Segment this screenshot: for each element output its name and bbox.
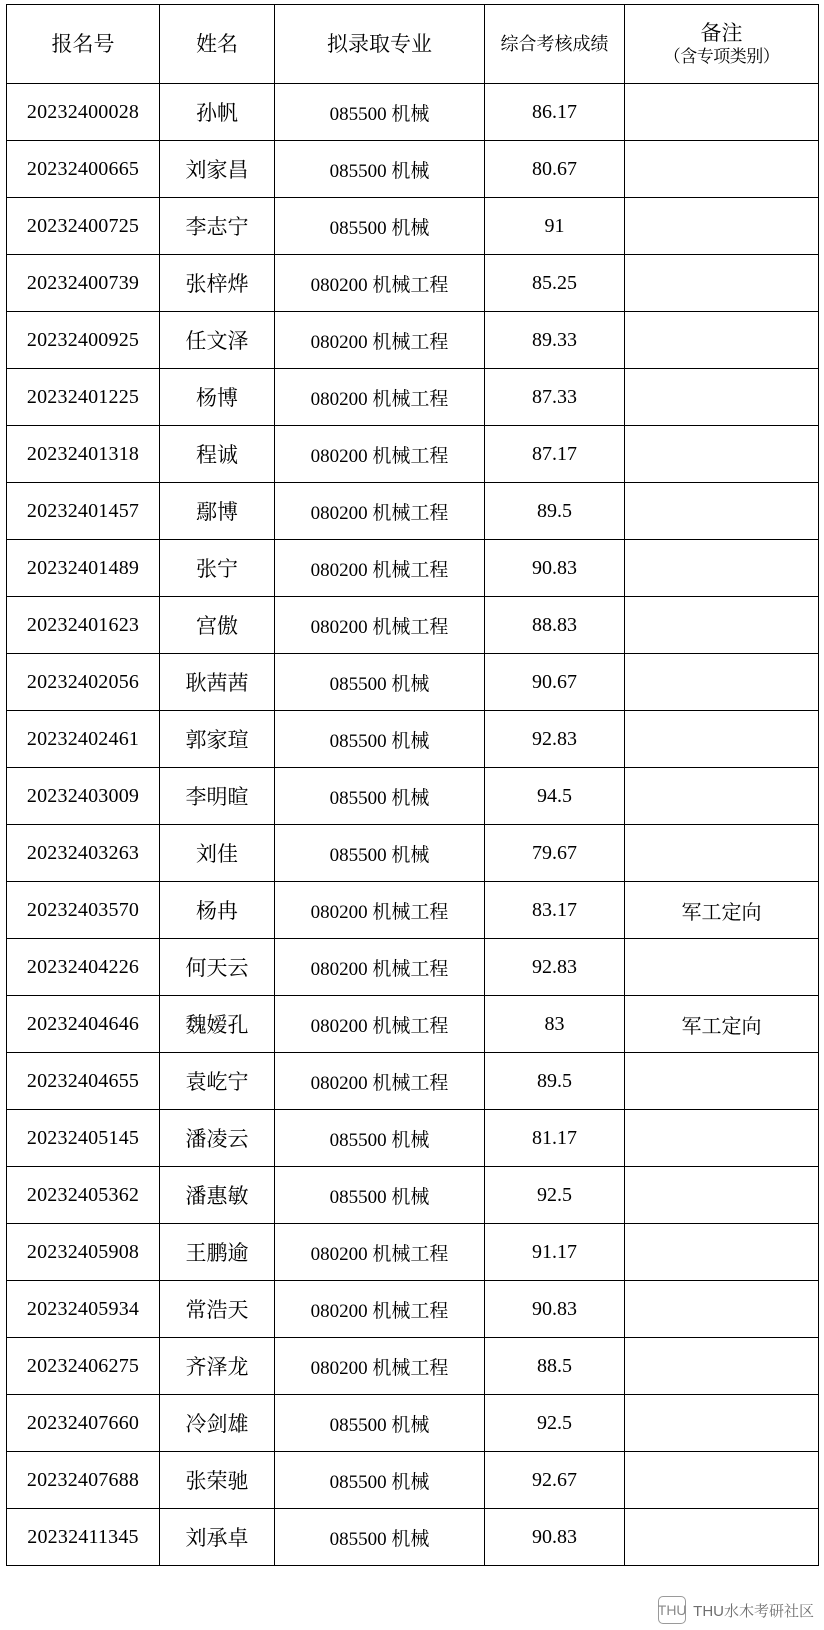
cell-applicant-name: 孙帆: [160, 84, 275, 141]
cell-note: [625, 1110, 819, 1167]
table-header-row: [7, 5, 819, 84]
cell-major: 085500 机械: [275, 825, 485, 882]
cell-major: 085500 机械: [275, 84, 485, 141]
cell-applicant-id: 20232406275: [7, 1338, 160, 1395]
table-row: [7, 426, 819, 483]
cell-applicant-name: 张梓烨: [160, 255, 275, 312]
cell-score: 87.33: [485, 369, 625, 426]
cell-score: 89.5: [485, 483, 625, 540]
cell-applicant-name: 张荣驰: [160, 1452, 275, 1509]
table-row: [7, 996, 819, 1053]
cell-score: 85.25: [485, 255, 625, 312]
cell-note: [625, 1281, 819, 1338]
cell-applicant-name: 杨冉: [160, 882, 275, 939]
watermark: [658, 1596, 814, 1624]
cell-applicant-id: 20232403570: [7, 882, 160, 939]
cell-applicant-name: 耿茜茜: [160, 654, 275, 711]
cell-applicant-name: 何天云: [160, 939, 275, 996]
cell-major: 085500 机械: [275, 198, 485, 255]
cell-major: 080200 机械工程: [275, 255, 485, 312]
cell-applicant-id: 20232401457: [7, 483, 160, 540]
cell-applicant-id: 20232400665: [7, 141, 160, 198]
cell-score: 92.5: [485, 1167, 625, 1224]
table-row: [7, 1395, 819, 1452]
cell-applicant-name: 程诚: [160, 426, 275, 483]
cell-major: 080200 机械工程: [275, 369, 485, 426]
cell-note: [625, 255, 819, 312]
cell-major: 085500 机械: [275, 1395, 485, 1452]
cell-applicant-name: 刘承卓: [160, 1509, 275, 1566]
table-row: [7, 654, 819, 711]
cell-note: [625, 1167, 819, 1224]
cell-score: 83: [485, 996, 625, 1053]
cell-note: [625, 1224, 819, 1281]
cell-score: 90.83: [485, 1281, 625, 1338]
cell-major: 080200 机械工程: [275, 1281, 485, 1338]
cell-applicant-name: 张宁: [160, 540, 275, 597]
cell-note: [625, 483, 819, 540]
cell-note: [625, 1338, 819, 1395]
cell-note: [625, 426, 819, 483]
cell-score: 90.83: [485, 540, 625, 597]
cell-score: 89.5: [485, 1053, 625, 1110]
cell-major: 080200 机械工程: [275, 1338, 485, 1395]
table-row: [7, 540, 819, 597]
cell-score: 90.67: [485, 654, 625, 711]
cell-note: [625, 1452, 819, 1509]
cell-applicant-name: 齐泽龙: [160, 1338, 275, 1395]
table-row: [7, 1452, 819, 1509]
cell-note: [625, 198, 819, 255]
cell-note: [625, 1509, 819, 1566]
cell-note: [625, 768, 819, 825]
cell-applicant-name: 李志宁: [160, 198, 275, 255]
cell-score: 88.5: [485, 1338, 625, 1395]
column-header-id: 报名号: [7, 5, 160, 84]
cell-major: 080200 机械工程: [275, 939, 485, 996]
cell-applicant-name: 鄢博: [160, 483, 275, 540]
cell-applicant-id: 20232407660: [7, 1395, 160, 1452]
cell-applicant-id: 20232405362: [7, 1167, 160, 1224]
table-row: [7, 768, 819, 825]
table-row: [7, 1509, 819, 1566]
cell-major: 080200 机械工程: [275, 1053, 485, 1110]
table-row: [7, 1281, 819, 1338]
cell-note: [625, 825, 819, 882]
cell-note: 军工定向: [625, 882, 819, 939]
cell-applicant-id: 20232400725: [7, 198, 160, 255]
cell-note: [625, 1395, 819, 1452]
cell-applicant-id: 20232401489: [7, 540, 160, 597]
cell-applicant-id: 20232403009: [7, 768, 160, 825]
cell-applicant-name: 魏嫒孔: [160, 996, 275, 1053]
cell-note: [625, 540, 819, 597]
table-row: [7, 369, 819, 426]
cell-score: 92.83: [485, 711, 625, 768]
cell-note: [625, 369, 819, 426]
table-header: [7, 5, 819, 84]
cell-applicant-name: 常浩天: [160, 1281, 275, 1338]
cell-note: 军工定向: [625, 996, 819, 1053]
column-header-note-main: 备注: [700, 20, 743, 45]
table-row: [7, 1053, 819, 1110]
column-header-score: 综合考核成绩: [485, 5, 625, 84]
column-header-major: 拟录取专业: [275, 5, 485, 84]
cell-note: [625, 654, 819, 711]
cell-major: 080200 机械工程: [275, 996, 485, 1053]
table-row: [7, 483, 819, 540]
cell-score: 92.67: [485, 1452, 625, 1509]
cell-note: [625, 1053, 819, 1110]
cell-major: 080200 机械工程: [275, 882, 485, 939]
cell-applicant-name: 李明暄: [160, 768, 275, 825]
table-row: [7, 1167, 819, 1224]
cell-score: 79.67: [485, 825, 625, 882]
watermark-text: THU水木考研社区: [693, 1602, 814, 1620]
cell-applicant-name: 冷剑雄: [160, 1395, 275, 1452]
table-row: [7, 84, 819, 141]
cell-score: 92.83: [485, 939, 625, 996]
cell-major: 080200 机械工程: [275, 1224, 485, 1281]
cell-applicant-id: 20232400739: [7, 255, 160, 312]
cell-note: [625, 711, 819, 768]
cell-major: 080200 机械工程: [275, 426, 485, 483]
table-row: [7, 312, 819, 369]
cell-applicant-id: 20232405145: [7, 1110, 160, 1167]
cell-major: 080200 机械工程: [275, 540, 485, 597]
table-row: [7, 1224, 819, 1281]
table-row: [7, 255, 819, 312]
column-header-note-sub: （含专项类别）: [663, 46, 780, 66]
cell-applicant-id: 20232400028: [7, 84, 160, 141]
cell-note: [625, 939, 819, 996]
cell-major: 085500 机械: [275, 1167, 485, 1224]
cell-major: 080200 机械工程: [275, 483, 485, 540]
cell-major: 085500 机械: [275, 711, 485, 768]
cell-major: 080200 机械工程: [275, 597, 485, 654]
cell-score: 90.83: [485, 1509, 625, 1566]
cell-note: [625, 597, 819, 654]
table-row: [7, 141, 819, 198]
cell-score: 92.5: [485, 1395, 625, 1452]
cell-applicant-id: 20232404646: [7, 996, 160, 1053]
cell-applicant-id: 20232401623: [7, 597, 160, 654]
table-row: [7, 597, 819, 654]
cell-applicant-name: 杨博: [160, 369, 275, 426]
cell-applicant-id: 20232401225: [7, 369, 160, 426]
cell-applicant-name: 宫傲: [160, 597, 275, 654]
cell-applicant-id: 20232405908: [7, 1224, 160, 1281]
cell-applicant-name: 刘家昌: [160, 141, 275, 198]
cell-applicant-name: 任文泽: [160, 312, 275, 369]
cell-applicant-name: 潘惠敏: [160, 1167, 275, 1224]
cell-applicant-id: 20232403263: [7, 825, 160, 882]
cell-applicant-id: 20232401318: [7, 426, 160, 483]
table-body: [7, 84, 819, 1566]
cell-applicant-name: 郭家瑄: [160, 711, 275, 768]
cell-applicant-name: 刘佳: [160, 825, 275, 882]
cell-applicant-name: 袁屹宁: [160, 1053, 275, 1110]
cell-score: 89.33: [485, 312, 625, 369]
table-row: [7, 882, 819, 939]
cell-score: 91.17: [485, 1224, 625, 1281]
column-header-note: [625, 5, 819, 84]
cell-applicant-id: 20232402461: [7, 711, 160, 768]
cell-applicant-name: 王鹏逾: [160, 1224, 275, 1281]
cell-score: 91: [485, 198, 625, 255]
cell-score: 88.83: [485, 597, 625, 654]
table-row: [7, 825, 819, 882]
cell-score: 83.17: [485, 882, 625, 939]
admission-table: [6, 4, 819, 1566]
cell-applicant-id: 20232402056: [7, 654, 160, 711]
table-row: [7, 711, 819, 768]
cell-major: 085500 机械: [275, 1110, 485, 1167]
cell-applicant-id: 20232404226: [7, 939, 160, 996]
cell-score: 94.5: [485, 768, 625, 825]
column-header-name: 姓名: [160, 5, 275, 84]
cell-applicant-id: 20232405934: [7, 1281, 160, 1338]
watermark-logo-icon: THU: [658, 1596, 686, 1624]
cell-applicant-id: 20232404655: [7, 1053, 160, 1110]
cell-score: 87.17: [485, 426, 625, 483]
cell-note: [625, 312, 819, 369]
cell-applicant-id: 20232411345: [7, 1509, 160, 1566]
cell-note: [625, 84, 819, 141]
table-row: [7, 939, 819, 996]
cell-applicant-name: 潘凌云: [160, 1110, 275, 1167]
cell-major: 085500 机械: [275, 141, 485, 198]
cell-major: 085500 机械: [275, 768, 485, 825]
cell-major: 085500 机械: [275, 1509, 485, 1566]
cell-applicant-id: 20232400925: [7, 312, 160, 369]
cell-major: 080200 机械工程: [275, 312, 485, 369]
cell-applicant-id: 20232407688: [7, 1452, 160, 1509]
cell-score: 80.67: [485, 141, 625, 198]
cell-major: 085500 机械: [275, 654, 485, 711]
cell-score: 81.17: [485, 1110, 625, 1167]
cell-major: 085500 机械: [275, 1452, 485, 1509]
cell-score: 86.17: [485, 84, 625, 141]
table-row: [7, 198, 819, 255]
table-row: [7, 1338, 819, 1395]
cell-note: [625, 141, 819, 198]
table-row: [7, 1110, 819, 1167]
